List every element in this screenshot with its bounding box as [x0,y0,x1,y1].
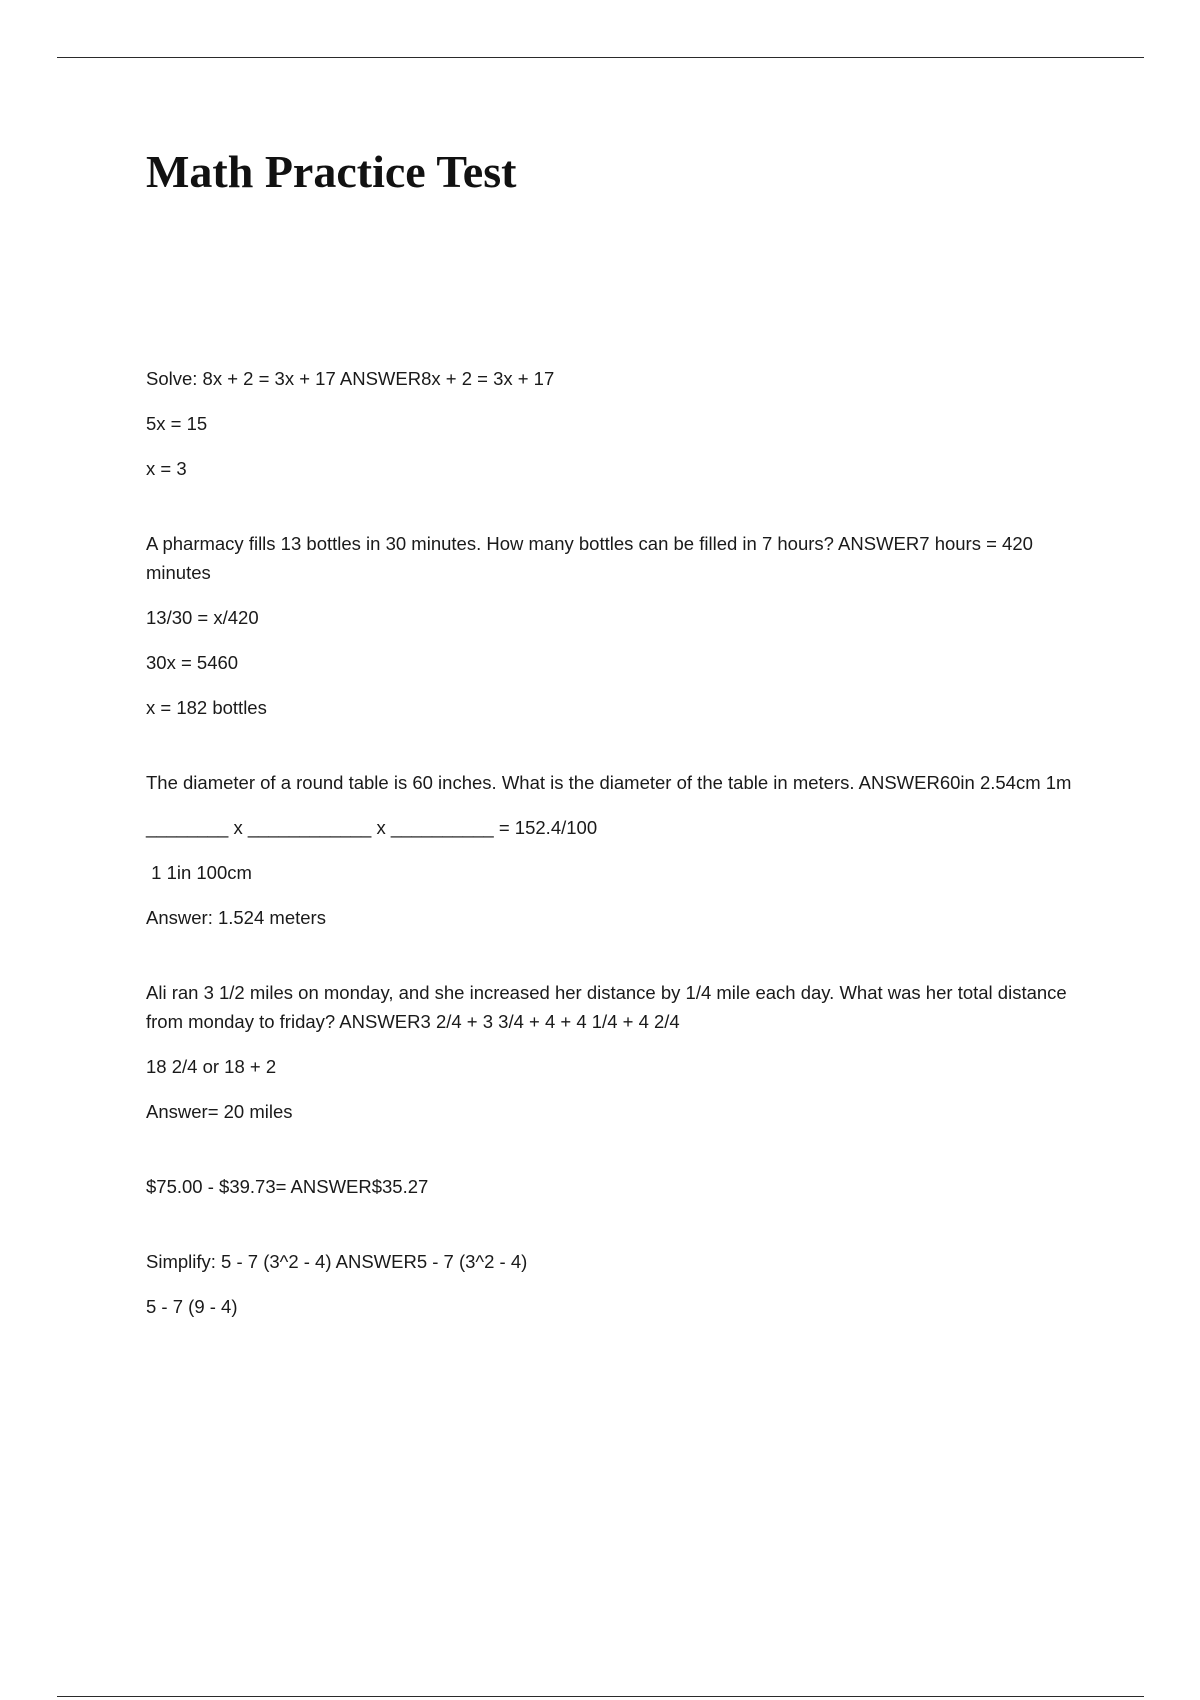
question-5-prompt: $75.00 - $39.73= ANSWER$35.27 [146,1176,429,1197]
question-1-step: 5x = 15 [146,413,208,434]
question-1-prompt: Solve: 8x + 2 = 3x + 17 ANSWER8x + 2 = 3x + 17 [146,368,555,389]
question-2-step: 30x = 5460 [146,652,239,673]
header-rule [57,57,1144,58]
question-6-step: 5 - 7 (9 - 4) [146,1296,238,1317]
question-3-step: ________ x ____________ x __________ = 152.4/100 [146,817,598,838]
question-4 [146,978,1086,1126]
question-6 [146,1247,1086,1321]
question-1 [146,364,1086,483]
question-2-step: 13/30 = x/420 [146,607,259,628]
question-2 [146,529,1086,722]
page-title: Math Practice Test [146,146,517,197]
question-1-result: x = 3 [146,458,187,479]
footer-rule [57,1696,1144,1697]
question-4-result: Answer= 20 miles [146,1101,293,1122]
question-3 [146,768,1086,932]
question-3-result: Answer: 1.524 meters [146,907,326,928]
question-5 [146,1172,1086,1201]
question-6-prompt: Simplify: 5 - 7 (3^2 - 4) ANSWER5 - 7 (3^2 - 4) [146,1251,528,1272]
question-3-step: 1 1in 100cm [146,862,252,883]
question-4-prompt: Ali ran 3 1/2 miles on monday, and she increased her distance by 1/4 mile each day. What was her total distance from monday to friday? ANSWER3 2/4 + 3 3/4 + 4 + 4 1/4 + 4 2/4 [146,982,1072,1032]
question-2-prompt: A pharmacy fills 13 bottles in 30 minutes. How many bottles can be filled in 7 hours? ANSWER7 hours = 420 minutes [146,533,1039,583]
question-3-prompt: The diameter of a round table is 60 inches. What is the diameter of the table in meters. ANSWER60in 2.54cm 1m [146,772,1072,793]
question-4-step: 18 2/4 or 18 + 2 [146,1056,277,1077]
question-2-result: x = 182 bottles [146,697,267,718]
document-body [146,364,1086,1367]
